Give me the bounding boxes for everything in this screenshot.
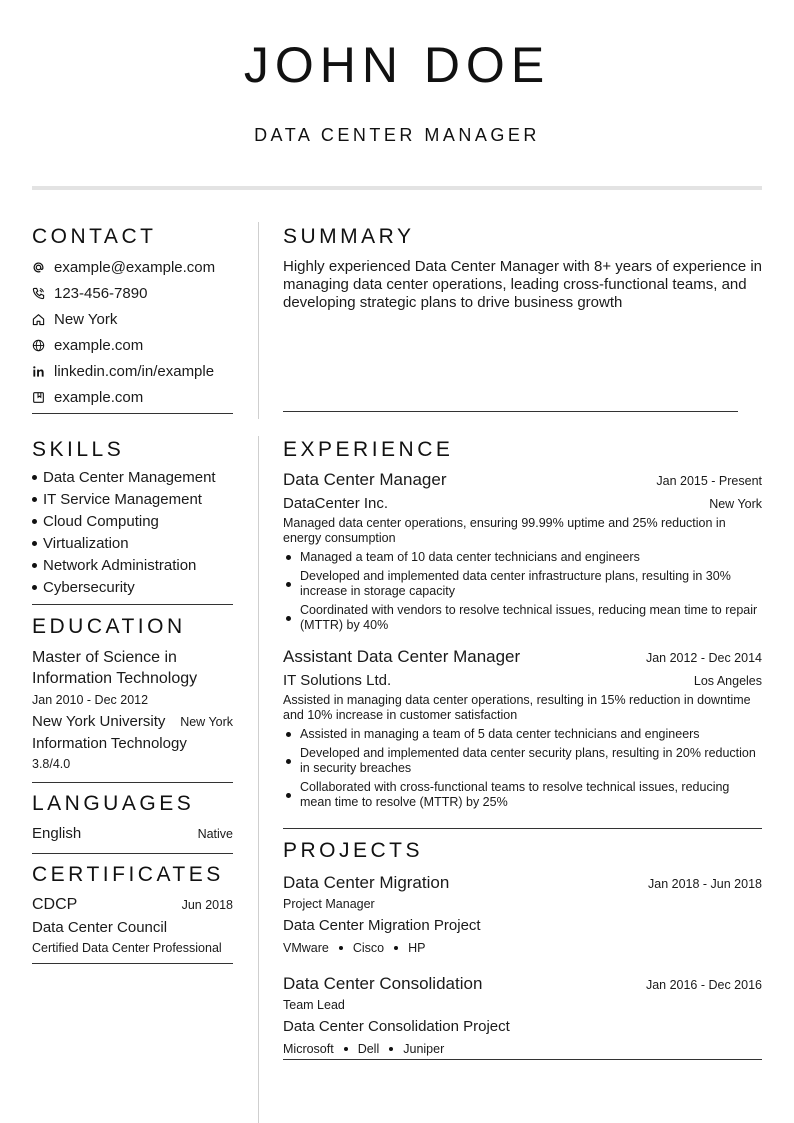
summary-section — [283, 224, 762, 312]
resume-job-title: DATA CENTER MANAGER — [254, 125, 540, 145]
project-title: Data Center Migration — [283, 873, 450, 892]
contact-phone[interactable] — [32, 280, 233, 306]
language-level: Native — [197, 827, 233, 841]
column-divider — [258, 436, 259, 1123]
job-location: Los Angeles — [693, 674, 762, 688]
project-tags: VMware Cisco HP — [283, 941, 426, 955]
certificates-section — [32, 862, 233, 964]
skills-heading: SKILLS — [32, 438, 125, 461]
contact-website[interactable] — [32, 332, 233, 358]
home-icon — [32, 313, 54, 326]
certificate-date: Jun 2018 — [181, 898, 233, 912]
education-school: New York University — [32, 713, 166, 730]
projects-section — [283, 838, 762, 1058]
certificate-issuer: Data Center Council — [32, 919, 168, 936]
project-name: Data Center Consolidation Project — [283, 1018, 510, 1035]
contact-portfolio[interactable] — [32, 384, 233, 410]
languages-section — [32, 791, 233, 854]
education-heading: EDUCATION — [32, 615, 186, 638]
contact-email-text: example@example.com — [54, 258, 216, 276]
phone-icon — [32, 287, 54, 300]
project-dates: Jan 2016 - Dec 2016 — [645, 978, 762, 992]
education-location: New York — [180, 715, 233, 729]
globe-icon — [32, 339, 54, 352]
contact-heading: CONTACT — [32, 225, 157, 248]
contact-email[interactable] — [32, 254, 233, 280]
education-field: Information Technology — [32, 735, 187, 752]
project-role: Team Lead — [283, 998, 345, 1012]
job-dates: Jan 2012 - Dec 2014 — [645, 651, 762, 665]
project-entry — [283, 972, 762, 1058]
skills-section — [32, 437, 233, 605]
summary-heading: SUMMARY — [283, 225, 415, 248]
job-dates: Jan 2015 - Present — [656, 474, 762, 488]
bookmark-icon — [32, 391, 54, 404]
contact-location-text: New York — [54, 310, 118, 328]
linkedin-icon — [32, 365, 54, 378]
certificates-divider — [32, 963, 233, 964]
language-item — [32, 823, 233, 845]
job-location: New York — [709, 497, 762, 511]
project-entry — [283, 871, 762, 957]
skills-divider — [32, 604, 233, 605]
job-bullet: Assisted in managing a team of 5 data center technicians and engineers — [283, 727, 762, 742]
contact-linkedin-text: linkedin.com/in/example — [54, 362, 215, 380]
column-divider — [258, 222, 259, 419]
header-divider — [32, 186, 762, 190]
education-degree: Master of Science in Information Technology — [32, 649, 198, 687]
project-name: Data Center Migration Project — [283, 917, 481, 934]
contact-phone-text: 123-456-7890 — [54, 284, 148, 302]
experience-entry — [283, 468, 762, 633]
project-role: Project Manager — [283, 897, 375, 911]
projects-divider — [283, 1059, 762, 1060]
job-description: Assisted in managing data center operations, resulting in 15% reduction in downtime and 10% increase in customer satisfaction — [283, 693, 751, 722]
certificate-fullname: Certified Data Center Professional — [32, 941, 222, 955]
certificates-heading: CERTIFICATES — [32, 863, 224, 886]
job-bullet: Developed and implemented data center security plans, resulting in 20% reduction in security breaches — [283, 746, 762, 776]
contact-divider — [32, 413, 233, 414]
skill-item: Data Center Management — [32, 467, 233, 489]
education-gpa: 3.8/4.0 — [32, 757, 71, 771]
contact-website-text: example.com — [54, 336, 144, 354]
job-description: Managed data center operations, ensuring 99.99% uptime and 25% reduction in energy consumption — [283, 516, 726, 545]
job-bullet: Coordinated with vendors to resolve technical issues, reducing mean time to repair (MTTR) by 40% — [283, 603, 762, 633]
job-title: Assistant Data Center Manager — [283, 647, 521, 666]
languages-divider — [32, 853, 233, 854]
job-company: DataCenter Inc. — [283, 495, 389, 512]
skill-item: Network Administration — [32, 555, 233, 577]
job-company: IT Solutions Ltd. — [283, 672, 392, 689]
project-dates: Jan 2018 - Jun 2018 — [648, 877, 762, 891]
education-divider — [32, 782, 233, 783]
project-title: Data Center Consolidation — [283, 974, 483, 993]
skill-item: Cloud Computing — [32, 511, 233, 533]
experience-entry — [283, 645, 762, 810]
job-title: Data Center Manager — [283, 470, 447, 489]
summary-divider — [283, 411, 738, 412]
job-bullet: Collaborated with cross-functional teams to resolve technical issues, reducing mean time to resolve (MTTR) by 25% — [283, 780, 762, 810]
resume-name: JOHN DOE — [243, 37, 551, 93]
experience-divider — [283, 828, 762, 829]
contact-location — [32, 306, 233, 332]
skill-item: Cybersecurity — [32, 577, 233, 599]
contact-linkedin[interactable] — [32, 358, 233, 384]
languages-heading: LANGUAGES — [32, 792, 195, 815]
experience-heading: EXPERIENCE — [283, 438, 454, 461]
project-tags: Microsoft Dell Juniper — [283, 1042, 445, 1056]
at-icon — [32, 261, 54, 274]
experience-section — [283, 437, 762, 814]
education-dates: Jan 2010 - Dec 2012 — [32, 693, 149, 707]
contact-portfolio-text: example.com — [54, 388, 144, 406]
job-bullet: Managed a team of 10 data center technicians and engineers — [283, 550, 762, 565]
skill-item: IT Service Management — [32, 489, 233, 511]
summary-text: Highly experienced Data Center Manager with 8+ years of experience in managing data center operations, leading cross-functional teams, and developing strategic plans to drive business growth — [283, 258, 763, 311]
education-section — [32, 614, 233, 783]
projects-heading: PROJECTS — [283, 839, 424, 862]
certificate-name: CDCP — [32, 896, 78, 913]
skill-item: Virtualization — [32, 533, 233, 555]
contact-section — [32, 224, 233, 414]
language-name: English — [32, 825, 82, 842]
job-bullet: Developed and implemented data center infrastructure plans, resulting in 30% increase in storage capacity — [283, 569, 762, 599]
